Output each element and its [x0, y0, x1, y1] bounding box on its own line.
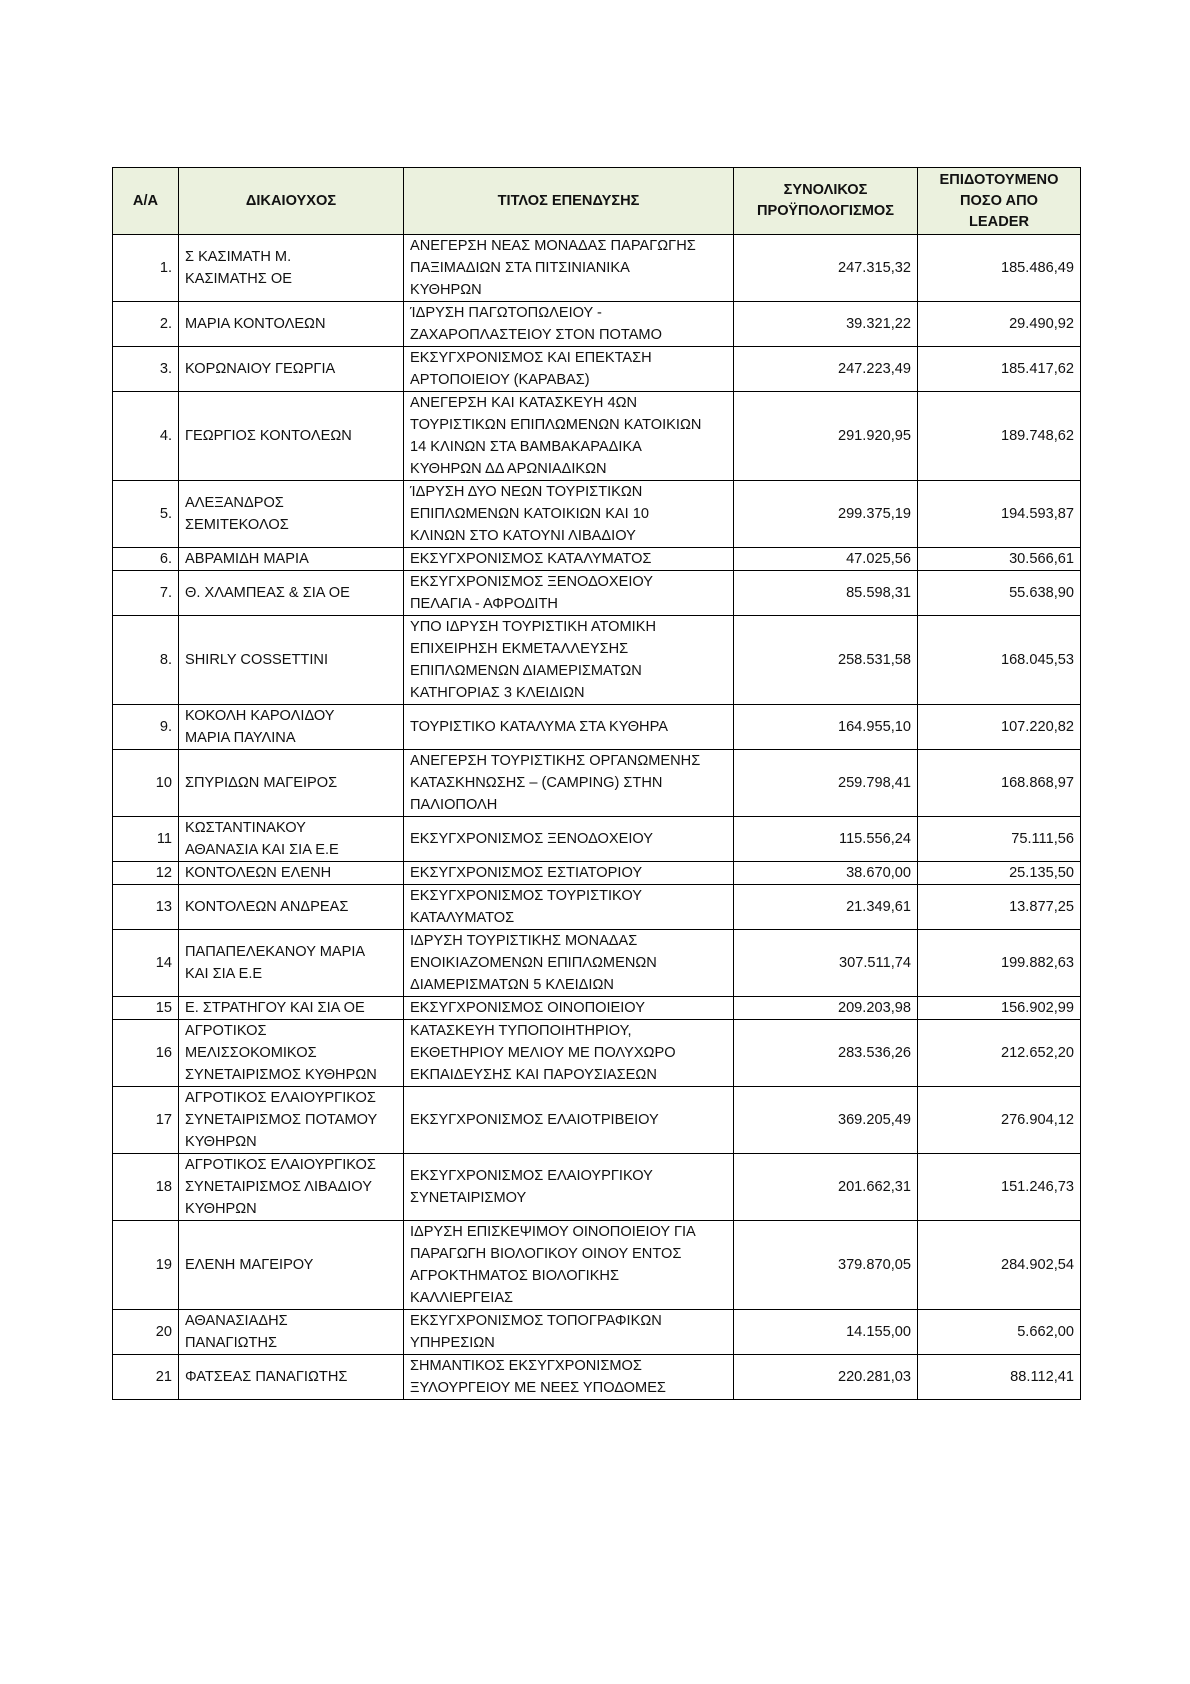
row-number [113, 392, 179, 481]
leader-subsidy-cell-text: 284.902,54 [1000, 1257, 1074, 1273]
beneficiary-cell-text: ΚΟΝΤΟΛΕΩΝ ΕΛΕΝΗ [185, 865, 332, 881]
investment-title-cell [404, 392, 734, 481]
table-row [113, 1310, 1081, 1355]
header-aa-label: Α/Α [132, 192, 159, 209]
table-body [113, 235, 1081, 1400]
total-budget-cell [734, 1154, 918, 1221]
total-budget-cell [734, 1087, 918, 1154]
table-row [113, 571, 1081, 616]
beneficiary-cell [179, 616, 404, 705]
header-title [404, 168, 734, 235]
table-row [113, 817, 1081, 862]
beneficiary-cell [179, 817, 404, 862]
leader-subsidy-cell [918, 1221, 1081, 1310]
beneficiary-cell-text: ΚΟΚΟΛΗ ΚΑΡΟΛΙΔΟΥ ΜΑΡΙΑ ΠΑΥΛΙΝΑ [185, 708, 335, 746]
leader-subsidy-cell-text: 194.593,87 [1000, 506, 1074, 522]
investment-title-cell [404, 571, 734, 616]
investment-title-cell-text: ΊΔΡΥΣΗ ΔΥΟ ΝΕΩΝ ΤΟΥΡΙΣΤΙΚΩΝ ΕΠΙΠΛΩΜΕΝΩΝ ΚΑΤΟΙΚΙΩΝ ΚΑΙ 10 ΚΛΙΝΩΝ ΣΤΟ ΚΑΤΟΥΝΙ ΛΙΒΑΔΙΟΥ [410, 484, 650, 544]
leader-subsidy-cell-text: 168.045,53 [1000, 652, 1074, 668]
total-budget-cell [734, 392, 918, 481]
total-budget-cell [734, 347, 918, 392]
leader-subsidy-cell-text: 30.566,61 [1009, 551, 1074, 567]
total-budget-cell-text: 291.920,95 [837, 428, 911, 444]
investment-title-cell [404, 862, 734, 885]
leader-subsidy-cell-text: 107.220,82 [1000, 719, 1074, 735]
investment-title-cell-text: ΙΔΡΥΣΗ ΤΟΥΡΙΣΤΙΚΗΣ ΜΟΝΑΔΑΣ ΕΝΟΙΚΙΑΖΟΜΕΝΩΝ ΕΠΙΠΛΩΜΕΝΩΝ ΔΙΑΜΕΡΙΣΜΑΤΩΝ 5 ΚΛΕΙΔΙΩΝ [410, 933, 657, 993]
beneficiary-cell [179, 1310, 404, 1355]
total-budget-cell-text: 47.025,56 [846, 551, 911, 567]
investment-title-cell [404, 750, 734, 817]
beneficiary-cell-text: SHIRLY COSSETTINI [185, 652, 328, 668]
beneficiary-cell [179, 862, 404, 885]
investment-title-cell-text: ΊΔΡΥΣΗ ΠΑΓΩΤΟΠΩΛΕΙΟΥ - ΖΑΧΑΡΟΠΛΑΣΤΕΙΟΥ ΣΤΟΝ ΠΟΤΑΜΟ [410, 305, 662, 343]
total-budget-cell-text: 379.870,05 [837, 1257, 911, 1273]
row-number [113, 616, 179, 705]
row-number-text: 20 [155, 1324, 172, 1340]
table-row [113, 997, 1081, 1020]
investment-title-cell-text: ΕΚΣΥΓΧΡΟΝΙΣΜΟΣ ΤΟΥΡΙΣΤΙΚΟΥ ΚΑΤΑΛΥΜΑΤΟΣ [410, 888, 642, 926]
row-number [113, 548, 179, 571]
investment-title-cell [404, 817, 734, 862]
table-row [113, 750, 1081, 817]
total-budget-cell-text: 115.556,24 [839, 831, 911, 847]
row-number [113, 930, 179, 997]
row-number-text: 17 [155, 1112, 172, 1128]
table-row [113, 392, 1081, 481]
beneficiary-cell [179, 1087, 404, 1154]
total-budget-cell [734, 750, 918, 817]
investment-title-cell [404, 885, 734, 930]
investment-title-cell-text: ΥΠΟ ΙΔΡΥΣΗ ΤΟΥΡΙΣΤΙΚΗ ΑΤΟΜΙΚΗ ΕΠΙΧΕΙΡΗΣΗ ΕΚΜΕΤΑΛΛΕΥΣΗΣ ΕΠΙΠΛΩΜΕΝΩΝ ΔΙΑΜΕΡΙΣΜΑΤΩΝ ΚΑΤΗΓΟΡΙΑΣ 3 ΚΛΕΙΔΙΩΝ [410, 619, 657, 701]
table-row [113, 885, 1081, 930]
beneficiary-cell-text: ΚΩΣΤΑΝΤΙΝΑΚΟΥ ΑΘΑΝΑΣΙΑ ΚΑΙ ΣΙΑ Ε.Ε [185, 820, 339, 858]
table-header [113, 168, 1081, 235]
row-number-text: 1. [159, 260, 172, 276]
row-number [113, 235, 179, 302]
leader-subsidy-cell [918, 885, 1081, 930]
table-row [113, 302, 1081, 347]
investment-title-cell [404, 1154, 734, 1221]
beneficiary-cell-text: Ε. ΣΤΡΑΤΗΓΟΥ ΚΑΙ ΣΙΑ ΟΕ [185, 1000, 365, 1016]
total-budget-cell [734, 862, 918, 885]
beneficiary-cell-text: ΠΑΠΑΠΕΛΕΚΑΝΟΥ ΜΑΡΙΑ ΚΑΙ ΣΙΑ Ε.Ε [185, 944, 366, 982]
beneficiary-cell-text: ΑΓΡΟΤΙΚΟΣ ΕΛΑΙΟΥΡΓΙΚΟΣ ΣΥΝΕΤΑΙΡΙΣΜΟΣ ΠΟΤΑΜΟΥ ΚΥΘΗΡΩΝ [185, 1090, 378, 1150]
row-number [113, 302, 179, 347]
total-budget-cell-text: 220.281,03 [837, 1369, 911, 1385]
beneficiary-cell [179, 1020, 404, 1087]
row-number [113, 481, 179, 548]
leader-subsidy-cell [918, 571, 1081, 616]
leader-subsidy-cell [918, 616, 1081, 705]
row-number [113, 862, 179, 885]
row-number [113, 750, 179, 817]
total-budget-cell-text: 247.223,49 [837, 361, 911, 377]
investment-title-cell [404, 1355, 734, 1400]
beneficiary-cell [179, 1355, 404, 1400]
beneficiary-cell-text: ΑΛΕΞΑΝΔΡΟΣ ΣΕΜΙΤΕΚΟΛΟΣ [185, 495, 289, 533]
investment-title-cell [404, 347, 734, 392]
leader-subsidy-cell-text: 151.246,73 [1000, 1179, 1074, 1195]
leader-subsidy-cell-text: 276.904,12 [1000, 1112, 1074, 1128]
row-number-text: 15 [155, 1000, 172, 1016]
investment-title-cell-text: ΚΑΤΑΣΚΕΥΗ ΤΥΠΟΠΟΙΗΤΗΡΙΟΥ, ΕΚΘΕΤΗΡΙΟΥ ΜΕΛΙΟΥ ΜΕ ΠΟΛΥΧΩΡΟ ΕΚΠΑΙΔΕΥΣΗΣ ΚΑΙ ΠΑΡΟΥΣΙΑΣΕΩΝ [410, 1023, 676, 1083]
total-budget-cell [734, 997, 918, 1020]
row-number [113, 1221, 179, 1310]
total-budget-cell-text: 299.375,19 [837, 506, 911, 522]
total-budget-cell-text: 369.205,49 [837, 1112, 911, 1128]
header-budget-label: ΣΥΝΟΛΙΚΟΣ ΠΡΟΫΠΟΛΟΓΙΣΜΟΣ [757, 182, 894, 219]
row-number [113, 1020, 179, 1087]
investment-title-cell [404, 548, 734, 571]
header-aa [113, 168, 179, 235]
leader-subsidy-cell [918, 930, 1081, 997]
row-number-text: 2. [159, 316, 172, 332]
table-row [113, 1221, 1081, 1310]
row-number-text: 4. [159, 428, 172, 444]
investment-title-cell-text: ΣΗΜΑΝΤΙΚΟΣ ΕΚΣΥΓΧΡΟΝΙΣΜΟΣ ΞΥΛΟΥΡΓΕΙΟΥ ΜΕ ΝΕΕΣ ΥΠΟΔΟΜΕΣ [410, 1358, 666, 1396]
leader-subsidy-cell-text: 5.662,00 [1017, 1324, 1074, 1340]
leader-subsidy-cell [918, 750, 1081, 817]
beneficiary-cell [179, 392, 404, 481]
row-number [113, 997, 179, 1020]
beneficiary-cell-text: ΑΓΡΟΤΙΚΟΣ ΜΕΛΙΣΣΟΚΟΜΙΚΟΣ ΣΥΝΕΤΑΙΡΙΣΜΟΣ ΚΥΘΗΡΩΝ [185, 1023, 377, 1083]
leader-subsidy-cell-text: 212.652,20 [1000, 1045, 1074, 1061]
beneficiary-cell-text: ΚΟΡΩΝΑΙΟΥ ΓΕΩΡΓΙΑ [185, 361, 336, 377]
leader-subsidy-cell [918, 302, 1081, 347]
beneficiary-cell [179, 481, 404, 548]
beneficiary-cell-text: ΦΑΤΣΕΑΣ ΠΑΝΑΓΙΩΤΗΣ [185, 1369, 348, 1385]
investment-title-cell [404, 481, 734, 548]
investment-title-cell-text: ΕΚΣΥΓΧΡΟΝΙΣΜΟΣ ΟΙΝΟΠΟΙΕΙΟΥ [410, 1000, 645, 1016]
leader-subsidy-cell [918, 1310, 1081, 1355]
investment-title-cell [404, 302, 734, 347]
leader-subsidy-cell-text: 75.111,56 [1011, 831, 1074, 847]
leader-subsidy-cell-text: 185.417,62 [1000, 361, 1074, 377]
investment-title-cell-text: ΕΚΣΥΓΧΡΟΝΙΣΜΟΣ ΞΕΝΟΔΟΧΕΙΟΥ [410, 831, 654, 847]
total-budget-cell [734, 616, 918, 705]
total-budget-cell-text: 307.511,74 [839, 955, 911, 971]
leader-subsidy-cell-text: 29.490,92 [1009, 316, 1074, 332]
row-number [113, 1310, 179, 1355]
beneficiary-cell [179, 997, 404, 1020]
row-number-text: 3. [159, 361, 172, 377]
table-row [113, 705, 1081, 750]
beneficiary-cell [179, 235, 404, 302]
row-number [113, 817, 179, 862]
investment-title-cell [404, 1221, 734, 1310]
total-budget-cell-text: 201.662,31 [837, 1179, 911, 1195]
leader-subsidy-cell-text: 168.868,97 [1000, 775, 1074, 791]
investment-title-cell-text: ΑΝΕΓΕΡΣΗ ΤΟΥΡΙΣΤΙΚΗΣ ΟΡΓΑΝΩΜΕΝΗΣ ΚΑΤΑΣΚΗΝΩΣΗΣ – (CAMPING) ΣΤΗΝ ΠΑΛΙΟΠΟΛΗ [410, 753, 701, 813]
leader-subsidy-cell-text: 88.112,41 [1010, 1369, 1074, 1385]
beneficiary-cell-text: ΣΠΥΡΙΔΩΝ ΜΑΓΕΙΡΟΣ [185, 775, 338, 791]
row-number-text: 21 [155, 1369, 172, 1385]
investment-title-cell [404, 1087, 734, 1154]
row-number-text: 18 [155, 1179, 172, 1195]
row-number-text: 5. [159, 506, 172, 522]
row-number-text: 11 [156, 831, 172, 847]
total-budget-cell [734, 817, 918, 862]
header-beneficiary-label: ΔΙΚΑΙΟΥΧΟΣ [245, 192, 337, 209]
beneficiary-cell-text: ΑΓΡΟΤΙΚΟΣ ΕΛΑΙΟΥΡΓΙΚΟΣ ΣΥΝΕΤΑΙΡΙΣΜΟΣ ΛΙΒΑΔΙΟΥ ΚΥΘΗΡΩΝ [185, 1157, 376, 1217]
table-row [113, 347, 1081, 392]
investment-title-cell [404, 1310, 734, 1355]
row-number-text: 13 [155, 899, 172, 915]
total-budget-cell-text: 38.670,00 [846, 865, 911, 881]
leader-subsidy-cell [918, 862, 1081, 885]
investment-title-cell-text: ΕΚΣΥΓΧΡΟΝΙΣΜΟΣ ΕΛΑΙΟΤΡΙΒΕΙΟΥ [410, 1112, 659, 1128]
beneficiary-cell [179, 347, 404, 392]
row-number [113, 1087, 179, 1154]
header-subsidy-label: ΕΠΙΔΟΤΟΥΜΕΝΟ ΠΟΣΟ ΑΠΟ LEADER [939, 171, 1059, 230]
row-number-text: 9. [159, 719, 172, 735]
investment-title-cell-text: ΑΝΕΓΕΡΣΗ ΚΑΙ ΚΑΤΑΣΚΕΥΗ 4ΩΝ ΤΟΥΡΙΣΤΙΚΩΝ ΕΠΙΠΛΩΜΕΝΩΝ ΚΑΤΟΙΚΙΩΝ 14 ΚΛΙΝΩΝ ΣΤΑ ΒΑΜΒΑΚΑΡΑΔΙΚΑ ΚΥΘΗΡΩΝ ΔΔ ΑΡΩΝΙΑΔΙΚΩΝ [410, 395, 702, 477]
total-budget-cell [734, 885, 918, 930]
beneficiary-cell-text: ΕΛΕΝΗ ΜΑΓΕΙΡΟΥ [185, 1257, 314, 1273]
row-number-text: 16 [155, 1045, 172, 1061]
investment-title-cell-text: ΕΚΣΥΓΧΡΟΝΙΣΜΟΣ ΞΕΝΟΔΟΧΕΙΟΥ ΠΕΛΑΓΙΑ - ΑΦΡΟΔΙΤΗ [410, 574, 654, 612]
row-number-text: 7. [159, 585, 172, 601]
leader-subsidy-cell [918, 1154, 1081, 1221]
investment-title-cell [404, 930, 734, 997]
leader-subsidy-cell-text: 156.902,99 [1000, 1000, 1074, 1016]
header-budget [734, 168, 918, 235]
total-budget-cell-text: 85.598,31 [846, 585, 911, 601]
total-budget-cell [734, 571, 918, 616]
total-budget-cell [734, 548, 918, 571]
leader-subsidy-cell-text: 25.135,50 [1009, 865, 1074, 881]
total-budget-cell-text: 209.203,98 [837, 1000, 911, 1016]
beneficiaries-table [112, 167, 1081, 1400]
beneficiary-cell [179, 548, 404, 571]
beneficiary-cell-text: Θ. ΧΛΑΜΠΕΑΣ & ΣΙΑ ΟΕ [185, 585, 350, 601]
leader-subsidy-cell [918, 481, 1081, 548]
investment-title-cell-text: ΕΚΣΥΓΧΡΟΝΙΣΜΟΣ ΕΣΤΙΑΤΟΡΙΟΥ [410, 865, 643, 881]
beneficiary-cell [179, 930, 404, 997]
beneficiary-cell [179, 571, 404, 616]
leader-subsidy-cell [918, 1355, 1081, 1400]
total-budget-cell-text: 258.531,58 [837, 652, 911, 668]
row-number-text: 6. [159, 551, 172, 567]
leader-subsidy-cell-text: 189.748,62 [1000, 428, 1074, 444]
beneficiary-cell-text: ΓΕΩΡΓΙΟΣ ΚΟΝΤΟΛΕΩΝ [185, 428, 352, 444]
table-row [113, 862, 1081, 885]
total-budget-cell-text: 164.955,10 [837, 719, 911, 735]
leader-subsidy-cell-text: 185.486,49 [1000, 260, 1074, 276]
total-budget-cell [734, 481, 918, 548]
leader-subsidy-cell-text: 199.882,63 [1000, 955, 1074, 971]
total-budget-cell-text: 283.536,26 [837, 1045, 911, 1061]
investment-title-cell-text: ΕΚΣΥΓΧΡΟΝΙΣΜΟΣ ΚΑΙ ΕΠΕΚΤΑΣΗ ΑΡΤΟΠΟΙΕΙΟΥ (ΚΑΡΑΒΑΣ) [410, 350, 652, 388]
total-budget-cell-text: 259.798,41 [837, 775, 911, 791]
leader-subsidy-cell [918, 997, 1081, 1020]
beneficiary-cell-text: ΑΘΑΝΑΣΙΑΔΗΣ ΠΑΝΑΓΙΩΤΗΣ [185, 1313, 288, 1351]
leader-subsidy-cell [918, 235, 1081, 302]
total-budget-cell-text: 14.155,00 [846, 1324, 911, 1340]
total-budget-cell-text: 39.321,22 [846, 316, 911, 332]
leader-subsidy-cell [918, 548, 1081, 571]
beneficiary-cell [179, 750, 404, 817]
total-budget-cell [734, 1355, 918, 1400]
table-row [113, 1154, 1081, 1221]
beneficiary-cell [179, 705, 404, 750]
leader-subsidy-cell [918, 817, 1081, 862]
beneficiary-cell-text: ΚΟΝΤΟΛΕΩΝ ΑΝΔΡΕΑΣ [185, 899, 349, 915]
header-title-label: ΤΙΤΛΟΣ ΕΠΕΝΔΥΣΗΣ [497, 192, 640, 209]
row-number [113, 885, 179, 930]
row-number-text: 8. [159, 652, 172, 668]
header-subsidy [918, 168, 1081, 235]
investment-title-cell-text: ΙΔΡΥΣΗ ΕΠΙΣΚΕΨΙΜΟΥ ΟΙΝΟΠΟΙΕΙΟΥ ΓΙΑ ΠΑΡΑΓΩΓΗ ΒΙΟΛΟΓΙΚΟΥ ΟΙΝΟΥ ΕΝΤΟΣ ΑΓΡΟΚΤΗΜΑΤΟΣ ΒΙΟΛΟΓΙΚΗΣ ΚΑΛΛΙΕΡΓΕΙΑΣ [410, 1224, 696, 1306]
row-number [113, 571, 179, 616]
investment-title-cell-text: ΕΚΣΥΓΧΡΟΝΙΣΜΟΣ ΕΛΑΙΟΥΡΓΙΚΟΥ ΣΥΝΕΤΑΙΡΙΣΜΟΥ [410, 1168, 653, 1206]
leader-subsidy-cell [918, 392, 1081, 481]
leader-subsidy-cell [918, 705, 1081, 750]
row-number-text: 12 [155, 865, 172, 881]
total-budget-cell [734, 1020, 918, 1087]
row-number [113, 1154, 179, 1221]
leader-subsidy-cell [918, 347, 1081, 392]
table-row [113, 930, 1081, 997]
investment-title-cell-text: ΑΝΕΓΕΡΣΗ ΝΕΑΣ ΜΟΝΑΔΑΣ ΠΑΡΑΓΩΓΗΣ ΠΑΞΙΜΑΔΙΩΝ ΣΤΑ ΠΙΤΣΙΝΙΑΝΙΚΑ ΚΥΘΗΡΩΝ [410, 238, 696, 298]
investment-title-cell [404, 997, 734, 1020]
leader-subsidy-cell-text: 55.638,90 [1009, 585, 1074, 601]
row-number-text: 10 [155, 775, 172, 791]
investment-title-cell [404, 235, 734, 302]
leader-subsidy-cell [918, 1020, 1081, 1087]
header-row [113, 168, 1081, 235]
row-number-text: 19 [155, 1257, 172, 1273]
investment-title-cell [404, 705, 734, 750]
row-number [113, 705, 179, 750]
investment-title-cell-text: ΕΚΣΥΓΧΡΟΝΙΣΜΟΣ ΚΑΤΑΛΥΜΑΤΟΣ [410, 551, 652, 567]
table-row [113, 616, 1081, 705]
beneficiary-cell-text: ΜΑΡΙΑ ΚΟΝΤΟΛΕΩΝ [185, 316, 326, 332]
total-budget-cell-text: 247.315,32 [837, 260, 911, 276]
beneficiary-cell-text: ΑΒΡΑΜΙΔΗ ΜΑΡΙΑ [185, 551, 309, 567]
total-budget-cell [734, 1310, 918, 1355]
investment-title-cell-text: ΤΟΥΡΙΣΤΙΚΟ ΚΑΤΑΛΥΜΑ ΣΤΑ ΚΥΘΗΡΑ [410, 719, 668, 735]
table-row [113, 1087, 1081, 1154]
leader-subsidy-cell-text: 13.877,25 [1009, 899, 1074, 915]
beneficiary-cell [179, 1221, 404, 1310]
row-number [113, 347, 179, 392]
table-row [113, 1020, 1081, 1087]
beneficiary-cell [179, 885, 404, 930]
total-budget-cell [734, 930, 918, 997]
leader-subsidy-cell [918, 1087, 1081, 1154]
investment-title-cell-text: ΕΚΣΥΓΧΡΟΝΙΣΜΟΣ ΤΟΠΟΓΡΑΦΙΚΩΝ ΥΠΗΡΕΣΙΩΝ [410, 1313, 662, 1351]
beneficiary-cell-text: Σ ΚΑΣΙΜΑΤΗ Μ. ΚΑΣΙΜΑΤΗΣ ΟΕ [185, 249, 292, 287]
table-row [113, 481, 1081, 548]
investment-title-cell [404, 1020, 734, 1087]
row-number-text: 14 [155, 955, 172, 971]
total-budget-cell [734, 302, 918, 347]
table-row [113, 548, 1081, 571]
header-beneficiary [179, 168, 404, 235]
beneficiary-cell [179, 302, 404, 347]
total-budget-cell [734, 235, 918, 302]
total-budget-cell-text: 21.349,61 [846, 899, 911, 915]
total-budget-cell [734, 705, 918, 750]
row-number [113, 1355, 179, 1400]
investment-title-cell [404, 616, 734, 705]
beneficiary-cell [179, 1154, 404, 1221]
table-row [113, 235, 1081, 302]
table-row [113, 1355, 1081, 1400]
total-budget-cell [734, 1221, 918, 1310]
